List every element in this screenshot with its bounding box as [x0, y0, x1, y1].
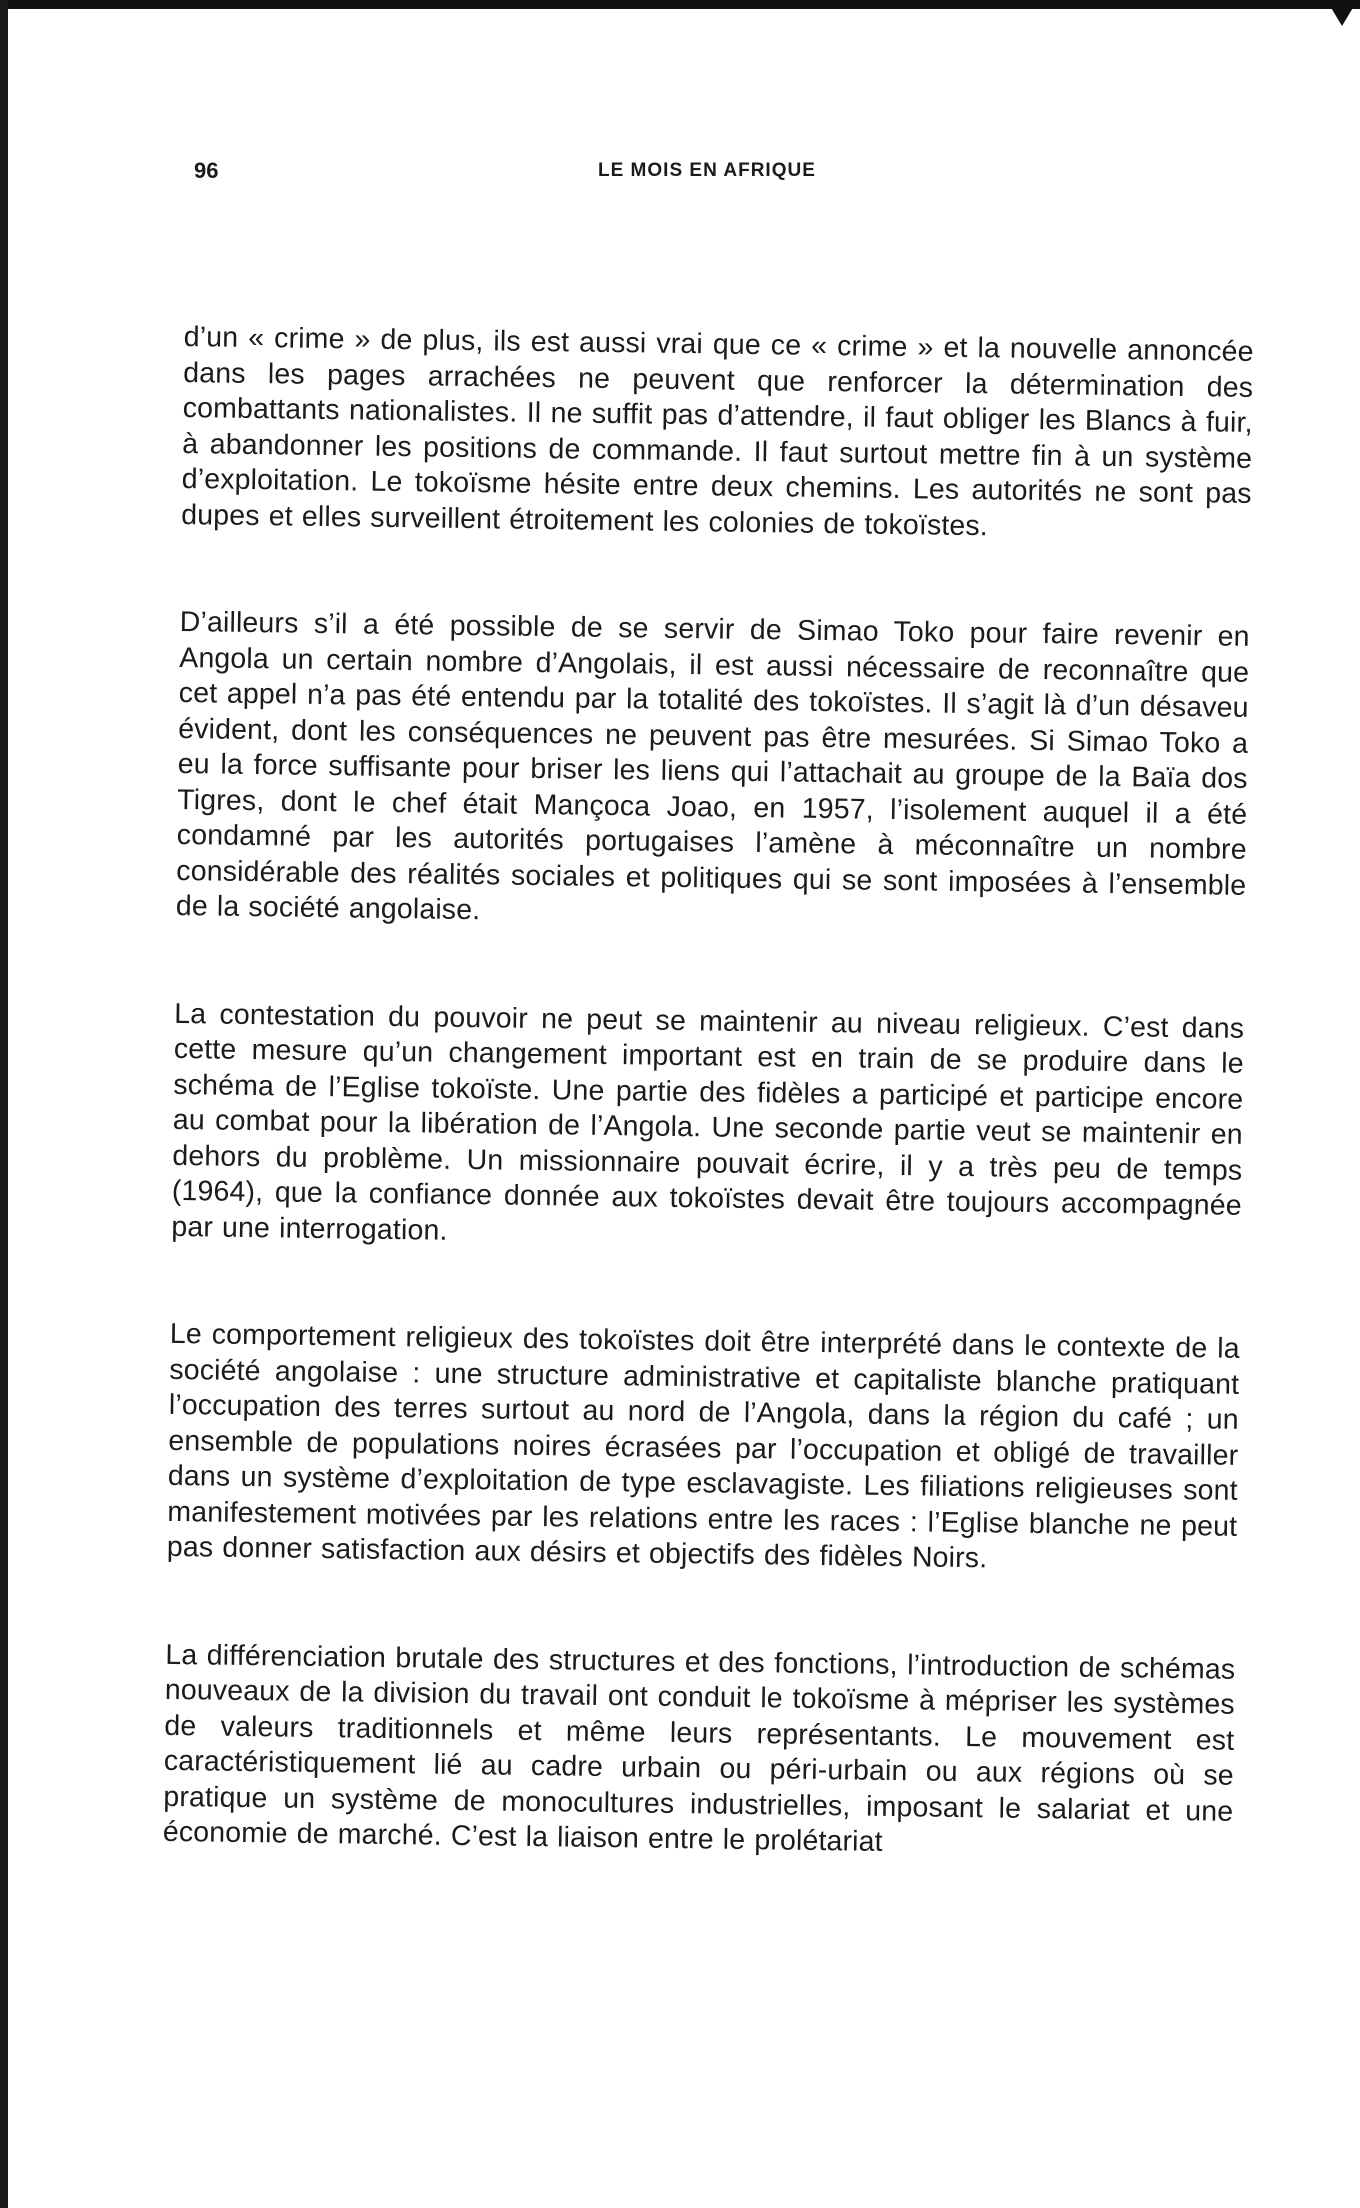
scan-border-top — [0, 0, 1360, 9]
scan-border-left — [0, 0, 8, 2208]
paragraph-5: La différenciation brutale des structures et des fonctions, l’introduction de schémas nouveaux de la division du travail ont conduit le tokoïsme à mépriser les systèmes de valeurs traditionnels et même leurs représentants. Le mouvement est caractéristiquement lié au cadre urbain ou péri-urbain ou aux régions où se pratique un système de monocultures industrielles, imposant le salariat et une économie de marché. C’est la liaison entre le prolétariat — [162, 1638, 1236, 1858]
journal-title: LE MOIS EN AFRIQUE — [598, 160, 816, 181]
page-number: 96 — [194, 158, 219, 183]
running-head — [0, 158, 1360, 188]
paragraph-2: D’ailleurs s’il a été possible de se servir de Simao Toko pour faire revenir en Angola un certain nombre d’Angolais, il est aussi nécessaire de reconnaître que cet appel n’a pas été entendu par la totalité des tokoïstes. Il s’agit là d’un désaveu évident, dont les conséquences ne peuvent pas être mesurées. Si Simao Toko a eu la force suffisante pour briser les liens qui l’attachait au groupe de la Baïa dos Tigres, dont le chef était Mançoca Joao, en 1957, l’isolement auquel il a été condamné par les autorités portugaises l’amène à méconnaître un nombre considérable des réalités sociales et politiques qui se sont imposées à l’ensemble de la société angolaise. — [175, 605, 1250, 927]
body-text — [162, 320, 1254, 1937]
paragraph-1: d’un « crime » de plus, ils est aussi vrai que ce « crime » et la nouvelle annoncée dans les pages arrachées ne peuvent que renforcer la détermination des combattants nationalistes. Il ne suffit pas d’attendre, il faut obliger les Blancs à fuir, à abandonner les positions de commande. Il faut surtout mettre fin à un système d’exploitation. Le tokoïsme hésite entre deux chemins. Les autorités ne sont pas dupes et elles surveillent étroitement les colonies de tokoïstes. — [181, 320, 1254, 542]
paragraph-4: Le comportement religieux des tokoïstes doit être interprété dans le contexte de la société angolaise : une structure administrative et capitaliste blanche pratiquant l’occupation des terres surtout au nord de l’Angola, dans la région du café ; un ensemble de populations noires écrasées par l’occupation et obligé de travailler dans un système d’exploitation de type esclavagiste. Les filiations religieuses sont manifestement motivées par les relations entre les races : l’Eglise blanche ne peut pas donner satisfaction aux désirs et objectifs des fidèles Noirs. — [166, 1317, 1240, 1575]
paragraph-3: La contestation du pouvoir ne peut se maintenir au niveau religieux. C’est dans cette mesure qu’un changement important est en train de se produire dans le schéma de l’Eglise tokoïste. Une partie des fidèles a participé et participe encore au combat pour la libération de l’Angola. Une seconde partie veut se maintenir en dehors du problème. Un missionnaire pouvait écrire, il y a très peu de temps (1964), que la confiance donnée aux tokoïstes devait être toujours accompagnée par une interrogation. — [171, 997, 1245, 1247]
scan-corner-mark — [1330, 6, 1354, 26]
